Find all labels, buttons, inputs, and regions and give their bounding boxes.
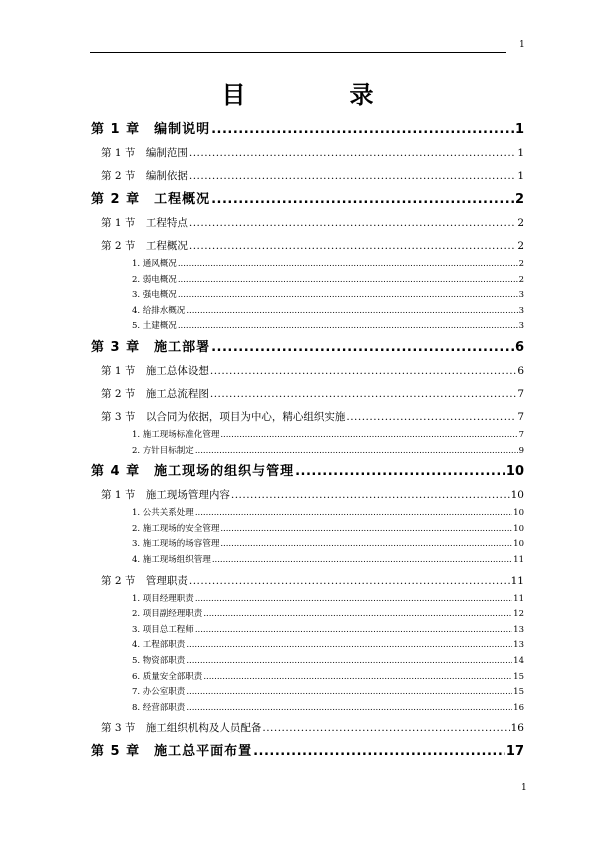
toc-entry-label: 第 2 章 工程概况 [91, 192, 211, 207]
toc-leader-dots [178, 256, 518, 272]
toc-subsection-entry[interactable] [91, 505, 524, 521]
toc-leader-dots [178, 287, 518, 303]
toc-subsection-entry[interactable] [91, 591, 524, 607]
toc-entry-page: 11 [513, 554, 524, 565]
toc-section-entry[interactable] [91, 233, 524, 256]
toc-entry-label: 第 2 节 施工总流程图 [101, 387, 209, 400]
toc-entry-label: 3. 项目总工程师 [132, 624, 194, 635]
toc-entry-page: 13 [513, 640, 524, 651]
toc-section-entry[interactable] [91, 482, 524, 505]
toc-entry-label: 3. 强电概况 [132, 290, 177, 301]
toc-leader-dots [178, 272, 518, 288]
toc-entry-page: 9 [518, 445, 524, 456]
toc-subsection-entry[interactable] [91, 443, 524, 459]
toc-entry-label: 7. 办公室职责 [132, 687, 186, 698]
toc-entry-page: 10 [513, 523, 524, 534]
toc-subsection-entry[interactable] [91, 272, 524, 288]
toc-entry-page: 2 [518, 259, 524, 269]
toc-entry-label: 第 2 节 管理职责 [101, 574, 188, 587]
toc-section-entry[interactable] [91, 381, 524, 404]
toc-entry-label: 4. 施工现场组织管理 [132, 554, 211, 565]
toc-entry-page: 6 [514, 339, 524, 355]
toc-entry-label: 第 4 章 施工现场的组织与管理 [91, 464, 295, 480]
toc-entry-page: 7 [517, 387, 524, 400]
toc-subsection-entry[interactable] [91, 427, 524, 443]
toc-entry-page: 1 [517, 147, 524, 159]
toc-entry-page: 16 [513, 702, 524, 713]
header-page-number: 1 [519, 40, 525, 50]
toc-section-entry[interactable] [91, 568, 524, 591]
toc-entry-label: 4. 给排水概况 [132, 305, 186, 316]
toc-entry-label: 第 1 章 编制说明 [91, 122, 211, 137]
toc-entry-page: 17 [505, 744, 524, 760]
toc-chapter-entry[interactable] [91, 458, 524, 482]
toc-chapter-entry[interactable] [91, 334, 524, 358]
toc-chapter-entry[interactable] [91, 186, 524, 210]
toc-subsection-entry[interactable] [91, 521, 524, 537]
toc-entry-label: 1. 施工现场标准化管理 [132, 429, 220, 440]
toc-entry-label: 第 1 节 编制范围 [101, 147, 188, 159]
toc-leader-dots [220, 536, 512, 552]
toc-leader-dots [212, 552, 512, 568]
toc-entry-label: 5. 物资部职责 [132, 655, 186, 666]
toc-entry-label: 第 3 章 施工部署 [91, 339, 211, 355]
toc-entry-page: 7 [517, 410, 524, 423]
toc-leader-dots [186, 684, 512, 700]
toc-leader-dots [195, 505, 512, 521]
toc-entry-label: 第 2 节 工程概况 [101, 240, 188, 252]
toc-leader-dots [195, 591, 512, 607]
toc-leader-dots [186, 637, 512, 653]
toc-entry-page: 2 [514, 192, 524, 207]
toc-leader-dots [186, 700, 512, 716]
toc-entry-page: 3 [518, 290, 524, 301]
toc-entry-label: 第 1 节 施工总体设想 [101, 364, 209, 377]
toc-section-entry[interactable] [91, 163, 524, 186]
toc-entry-page: 12 [513, 609, 524, 620]
toc-leader-dots [186, 653, 512, 669]
toc-leader-dots [220, 521, 512, 537]
table-of-contents [91, 116, 524, 762]
toc-subsection-entry[interactable] [91, 637, 524, 653]
toc-entry-page: 11 [513, 593, 524, 604]
toc-subsection-entry[interactable] [91, 287, 524, 303]
toc-entry-label: 1. 项目经理职责 [132, 593, 194, 604]
toc-subsection-entry[interactable] [91, 303, 524, 319]
toc-section-entry[interactable] [91, 404, 524, 427]
toc-subsection-entry[interactable] [91, 318, 524, 334]
toc-leader-dots [195, 622, 512, 638]
toc-entry-page: 14 [513, 655, 524, 666]
toc-entry-label: 第 3 节 施工组织机构及人员配备 [101, 722, 262, 735]
toc-leader-dots [203, 669, 512, 685]
toc-entry-label: 1. 公共关系处理 [132, 508, 194, 519]
toc-entry-page: 13 [513, 624, 524, 635]
toc-leader-dots [253, 738, 505, 766]
toc-entry-page: 15 [513, 687, 524, 698]
toc-entry-page: 10 [510, 489, 524, 502]
toc-section-entry[interactable] [91, 715, 524, 738]
toc-chapter-entry[interactable] [91, 116, 524, 140]
toc-entry-page: 3 [518, 321, 524, 332]
toc-entry-page: 11 [510, 574, 524, 587]
footer-page-number: 1 [521, 783, 527, 793]
toc-entry-page: 6 [517, 364, 524, 377]
toc-entry-page: 15 [513, 671, 524, 682]
toc-entry-page: 10 [505, 464, 524, 480]
toc-subsection-entry[interactable] [91, 552, 524, 568]
toc-leader-dots [195, 443, 518, 459]
toc-entry-page: 1 [517, 170, 524, 182]
toc-entry-page: 2 [518, 274, 524, 285]
toc-subsection-entry[interactable] [91, 622, 524, 638]
toc-entry-label: 第 1 节 施工现场管理内容 [101, 489, 230, 502]
toc-leader-dots [178, 318, 518, 334]
toc-chapter-entry[interactable] [91, 738, 524, 762]
toc-leader-dots [203, 606, 512, 622]
page-title: 目 录 [221, 81, 414, 109]
toc-entry-label: 6. 质量安全部职责 [132, 671, 203, 682]
toc-entry-label: 4. 工程部职责 [132, 640, 186, 651]
toc-entry-page: 1 [514, 122, 524, 137]
toc-entry-label: 第 3 节 以合同为依据，项目为中心，精心组织实施 [101, 410, 346, 423]
header-rule [90, 52, 506, 53]
toc-subsection-entry[interactable] [91, 669, 524, 685]
toc-entry-page: 2 [517, 217, 524, 229]
toc-entry-label: 第 2 节 编制依据 [101, 170, 188, 182]
toc-subsection-entry[interactable] [91, 684, 524, 700]
toc-entry-page: 10 [513, 539, 524, 550]
toc-subsection-entry[interactable] [91, 256, 524, 272]
toc-leader-dots [186, 303, 517, 319]
toc-section-entry[interactable] [91, 140, 524, 163]
toc-subsection-entry[interactable] [91, 700, 524, 716]
toc-entry-label: 2. 施工现场的安全管理 [132, 523, 220, 534]
toc-entry-page: 3 [518, 305, 524, 316]
toc-entry-page: 2 [517, 240, 524, 252]
toc-subsection-entry[interactable] [91, 606, 524, 622]
toc-entry-label: 2. 弱电概况 [132, 274, 177, 285]
toc-entry-page: 10 [513, 508, 524, 519]
toc-entry-label: 2. 方针目标制定 [132, 445, 194, 456]
toc-entry-label: 第 5 章 施工总平面布置 [91, 744, 253, 760]
toc-entry-label: 1. 通风概况 [132, 259, 177, 269]
toc-entry-label: 5. 土建概况 [132, 321, 177, 332]
toc-entry-label: 3. 施工现场的场容管理 [132, 539, 220, 550]
toc-entry-label: 2. 项目副经理职责 [132, 609, 203, 620]
toc-subsection-entry[interactable] [91, 653, 524, 669]
toc-leader-dots [220, 427, 517, 443]
toc-entry-label: 8. 经营部职责 [132, 702, 186, 713]
toc-section-entry[interactable] [91, 210, 524, 233]
toc-entry-label: 第 1 节 工程特点 [101, 217, 188, 229]
toc-entry-page: 7 [518, 429, 524, 440]
toc-subsection-entry[interactable] [91, 536, 524, 552]
toc-section-entry[interactable] [91, 358, 524, 381]
toc-entry-page: 16 [510, 722, 524, 735]
